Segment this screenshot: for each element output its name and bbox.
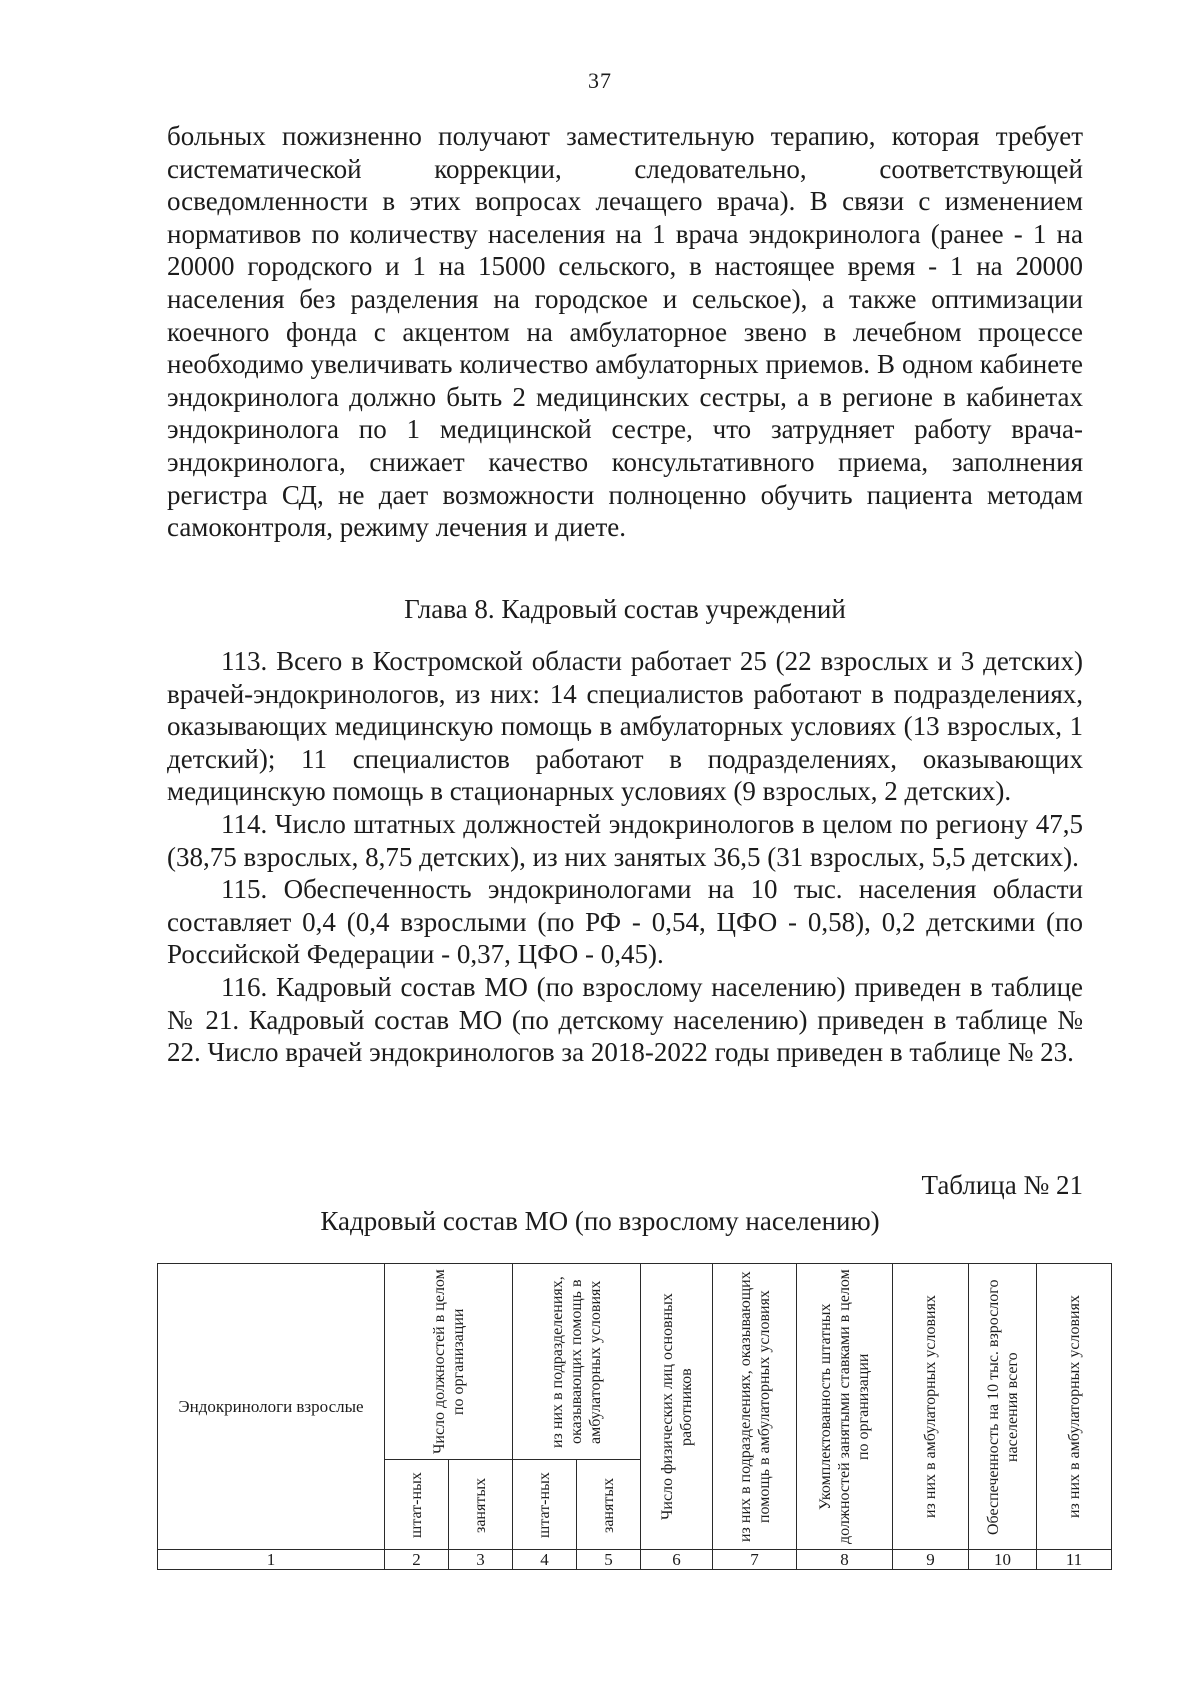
header-group-positions [385,1264,513,1460]
header-col8-text: Укомплектованность штатных должностей занятыми ставками в целом по организации [817,1269,872,1544]
header-col8 [797,1264,893,1550]
header-col10-text: Обеспеченность на 10 тыс. взрослого населения всего [984,1278,1021,1535]
header-group-ambulatory [513,1264,641,1460]
column-number: 11 [1037,1550,1112,1570]
intro-paragraph [167,120,1083,544]
header-col10 [969,1264,1037,1550]
numbered-items [167,645,1083,1069]
header-ambulatory-text: из них в подразделениях, оказывающих помощь в амбулаторных условиях [549,1275,604,1448]
column-numbers-row [158,1550,1112,1570]
column-number: 4 [513,1550,577,1570]
column-number: 1 [158,1550,385,1570]
header-col11-text: из них в амбулаторных условиях [1065,1295,1083,1518]
staff-table [157,1263,1112,1570]
subheader-staff-1 [385,1460,449,1550]
header-endocrinologists-adult-text: Эндокринологи взрослые [178,1396,364,1416]
table-number-label: Таблица № 21 [921,1170,1083,1200]
column-number: 6 [641,1550,713,1570]
column-number: 2 [385,1550,449,1570]
subheader-staff-2-text: штат-ных [536,1471,553,1538]
header-col7-text: из них в подразделениях, оказывающих помощь в амбулаторных условиях [736,1271,773,1542]
page-number: 37 [588,68,612,93]
column-number: 10 [969,1550,1037,1570]
subheader-staff-2 [513,1460,577,1550]
column-number: 8 [797,1550,893,1570]
chapter-title: Глава 8. Кадровый состав учреждений [404,594,846,624]
subheader-occupied-2 [577,1460,641,1550]
header-col11 [1037,1264,1112,1550]
column-number: 5 [577,1550,641,1570]
subheader-occupied-1-text: занятых [472,1476,489,1533]
column-number: 3 [449,1550,513,1570]
item-116: 116. Кадровый состав МО (по взрослому населению) приведен в таблице № 21. Кадровый состав МО (по детскому населению) приведен в таблице № 22. Число врачей эндокринологов за 2018-2022 годы приведен в таблице № 23. [167,971,1083,1068]
subheader-occupied-2-text: занятых [600,1476,617,1533]
header-col7 [713,1264,797,1550]
header-col6-text: Число физических лиц основных работников [658,1293,695,1520]
header-positions-text: Число должностей в целом по организации [430,1269,467,1454]
header-endocrinologists-adult [158,1264,385,1550]
intro-text: больных пожизненно получают заместительную терапию, которая требует систематической коррекции, следовательно, соответствующей осведомленности в этих вопросах лечащего врача). В связи с изменением нормативов по количеству населения на 1 врача эндокринолога (ранее - 1 на 20000 городского и 1 на 15000 сельского, в настоящее время - 1 на 20000 населения без разделения на городское и сельское), а также оптимизации коечного фонда с акцентом на амбулаторное звено в лечебном процессе необходимо увеличивать количество амбулаторных приемов. В одном кабинете эндокринолога должно быть 2 медицинских сестры, а в регионе в кабинетах эндокринолога по 1 медицинской сестре, что затрудняет работу врача-эндокринолога, снижает качество консультативного приема, заполнения регистра СД, не дает возможности полноценно обучить пациента методам самоконтроля, режиму лечения и диете. [167,121,1083,543]
item-115: 115. Обеспеченность эндокринологами на 10 тыс. населения области составляет 0,4 (0,4 взрослыми (по РФ - 0,54, ЦФО - 0,58), 0,2 детскими (по Российской Федерации - 0,37, ЦФО - 0,45). [167,874,1083,970]
table-title: Кадровый состав МО (по взрослому населению) [320,1206,880,1236]
header-col9 [893,1264,969,1550]
subheader-staff-1-text: штат-ных [408,1471,425,1538]
item-113: 113. Всего в Костромской области работает 25 (22 взрослых и 3 детских) врачей-эндокринологов, из них: 14 специалистов работают в подразделениях, оказывающих медицинскую помощь в амбулаторных условиях (13 взрослых, 1 детский); 11 специалистов работают в подразделениях, оказывающих медицинскую помощь в стационарных условиях (9 взрослых, 2 детских). [167,646,1083,807]
header-col9-text: из них в амбулаторных условиях [922,1295,939,1518]
subheader-occupied-1 [449,1460,513,1550]
column-number: 9 [893,1550,969,1570]
item-114: 114. Число штатных должностей эндокринологов в целом по региону 47,5 (38,75 взрослых, 8,75 детских), из них занятых 36,5 (31 взрослых, 5,5 детских). [167,808,1083,872]
header-col6 [641,1264,713,1550]
column-number: 7 [713,1550,797,1570]
